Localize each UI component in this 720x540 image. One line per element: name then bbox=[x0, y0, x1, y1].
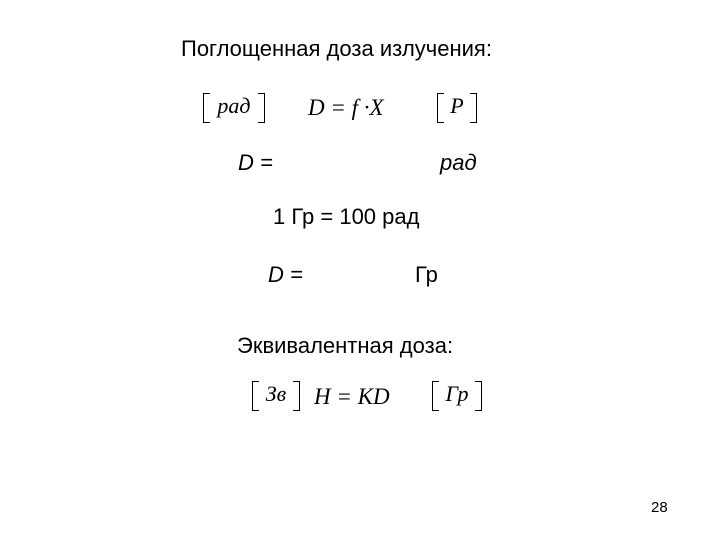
equivalent-dose-formula: H = KD bbox=[314, 384, 390, 409]
left-bracket bbox=[432, 381, 439, 411]
dose-lhs-gray: D = bbox=[268, 262, 303, 287]
dose-lhs: D = bbox=[238, 150, 273, 175]
unit-bracket-rad bbox=[203, 93, 265, 123]
unit-label: Р bbox=[450, 93, 464, 118]
unit-label: Гр bbox=[445, 381, 469, 406]
dose-unit-rad: рад bbox=[440, 150, 477, 175]
unit-bracket-gy bbox=[432, 381, 482, 411]
left-bracket bbox=[437, 93, 444, 123]
right-bracket bbox=[293, 381, 300, 411]
left-bracket bbox=[252, 381, 259, 411]
slide-title: Поглощенная доза излучения: bbox=[181, 36, 492, 61]
unit-bracket-r bbox=[437, 93, 477, 123]
page-number: 28 bbox=[651, 499, 668, 516]
left-bracket bbox=[203, 93, 210, 123]
unit-label: Зв bbox=[265, 381, 287, 406]
right-bracket bbox=[470, 93, 477, 123]
right-bracket bbox=[475, 381, 482, 411]
right-bracket bbox=[258, 93, 265, 123]
dose-line-rad bbox=[238, 150, 273, 176]
absorbed-dose-formula: D = f ·X bbox=[308, 95, 384, 120]
unit-label: рад bbox=[217, 93, 251, 118]
equivalent-dose-heading: Эквивалентная доза: bbox=[237, 333, 454, 358]
dose-unit-gray: Гр bbox=[415, 262, 438, 287]
unit-conversion: 1 Гр = 100 рад bbox=[273, 204, 420, 229]
unit-bracket-sv bbox=[252, 381, 300, 411]
